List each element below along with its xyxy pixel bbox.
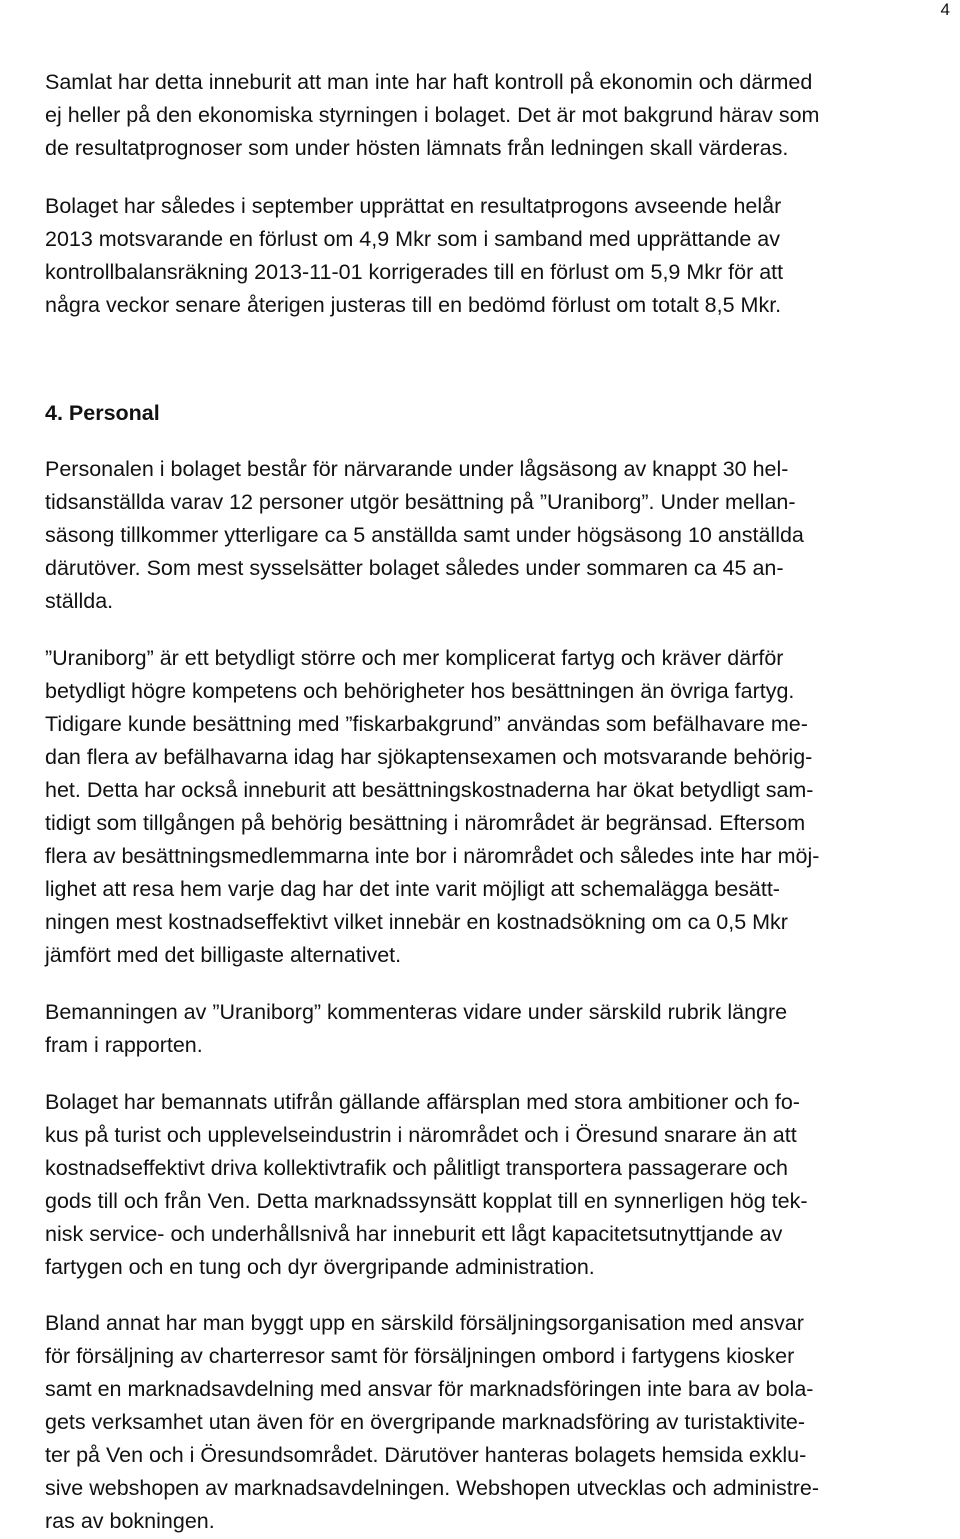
- text-line: Bolaget har bemannats utifrån gällande affärsplan med stora ambitioner och fo-: [45, 1090, 800, 1114]
- text-line: ningen mest kostnadseffektivt vilket innebär en kostnadsökning om ca 0,5 Mkr: [45, 910, 788, 934]
- paragraph-budget-control: [45, 66, 819, 165]
- paragraph-staff-count: [45, 453, 804, 618]
- text-line: för försäljning av charterresor samt för försäljningen ombord i fartygens kiosker: [45, 1344, 795, 1368]
- text-line: 2013 motsvarande en förlust om 4,9 Mkr som i samband med upprättande av: [45, 227, 780, 251]
- paragraph-business-plan: [45, 1086, 807, 1284]
- text-line: ras av bokningen.: [45, 1509, 215, 1533]
- page-number: 4: [940, 0, 950, 19]
- text-line: fartygen och en tung och dyr övergripande administration.: [45, 1255, 595, 1279]
- text-line: därutöver. Som mest sysselsätter bolaget således under sommaren ca 45 an-: [45, 556, 784, 580]
- text-line: kontrollbalansräkning 2013-11-01 korrigerades till en förlust om 5,9 Mkr för att: [45, 260, 784, 284]
- paragraph-manning-note: [45, 996, 787, 1062]
- text-line: några veckor senare återigen justeras till en bedömd förlust om totalt 8,5 Mkr.: [45, 293, 782, 317]
- text-line: de resultatprognoser som under hösten lämnats från ledningen skall värderas.: [45, 136, 789, 160]
- text-line: tidsanställda varav 12 personer utgör besättning på ”Uraniborg”. Under mellan-: [45, 490, 796, 514]
- text-line: betydligt högre kompetens och behörigheter hos besättningen än övriga fartyg.: [45, 679, 795, 703]
- text-line: ter på Ven och i Öresundsområdet. Därutöver hanteras bolagets hemsida exklu-: [45, 1443, 807, 1467]
- text-line: kus på turist och upplevelseindustrin i närområdet och i Öresund snarare än att: [45, 1123, 797, 1147]
- text-line: säsong tillkommer ytterligare ca 5 anställda samt under högsäsong 10 anställda: [45, 523, 804, 547]
- text-line: het. Detta har också inneburit att besättningskostnaderna har ökat betydligt sam-: [45, 778, 814, 802]
- text-line: dan flera av befälhavarna idag har sjökaptensexamen och motsvarande behörig-: [45, 745, 813, 769]
- text-line: kostnadseffektivt driva kollektivtrafik och pålitligt transportera passagerare och: [45, 1156, 788, 1180]
- text-line: ej heller på den ekonomiska styrningen i bolaget. Det är mot bakgrund härav som: [45, 103, 820, 127]
- text-line: Personalen i bolaget består för närvarande under lågsäsong av knappt 30 hel-: [45, 457, 789, 481]
- text-line: Bolaget har således i september upprättat en resultatprogons avseende helår: [45, 194, 782, 218]
- text-line: sive webshopen av marknadsavdelningen. Webshopen utvecklas och administre-: [45, 1476, 820, 1500]
- text-line: Samlat har detta inneburit att man inte har haft kontroll på ekonomin och därmed: [45, 70, 813, 94]
- text-line: samt en marknadsavdelning med ansvar för marknadsföringen inte bara av bola-: [45, 1377, 814, 1401]
- text-line: fram i rapporten.: [45, 1033, 203, 1057]
- text-line: Bemanningen av ”Uraniborg” kommenteras vidare under särskild rubrik längre: [45, 1000, 788, 1024]
- paragraph-uraniborg-crew: [45, 642, 819, 972]
- text-line: gods till och från Ven. Detta marknadssynsätt kopplat till en synnerligen hög tek-: [45, 1189, 808, 1213]
- text-line: Tidigare kunde besättning med ”fiskarbakgrund” användas som befälhavare me-: [45, 712, 808, 736]
- text-line: tidigt som tillgången på behörig besättning i närområdet är begränsad. Eftersom: [45, 811, 806, 835]
- text-line: ställda.: [45, 589, 114, 613]
- text-line: Bland annat har man byggt upp en särskild försäljningsorganisation med ansvar: [45, 1311, 804, 1335]
- text-line: flera av besättningsmedlemmarna inte bor i närområdet och således inte har möj-: [45, 844, 820, 868]
- section-heading: 4. Personal: [45, 401, 160, 425]
- text-line: jämfört med det billigaste alternativet.: [45, 943, 402, 967]
- paragraph-result-forecast: [45, 190, 783, 322]
- text-line: gets verksamhet utan även för en övergripande marknadsföring av turistaktivite-: [45, 1410, 806, 1434]
- text-line: nisk service- och underhållsnivå har inneburit ett lågt kapacitetsutnyttjande av: [45, 1222, 783, 1246]
- text-line: lighet att resa hem varje dag har det inte varit möjligt att schemalägga besätt-: [45, 877, 780, 901]
- text-line: ”Uraniborg” är ett betydligt större och mer komplicerat fartyg och kräver därför: [45, 646, 784, 670]
- paragraph-sales-organisation: [45, 1307, 819, 1538]
